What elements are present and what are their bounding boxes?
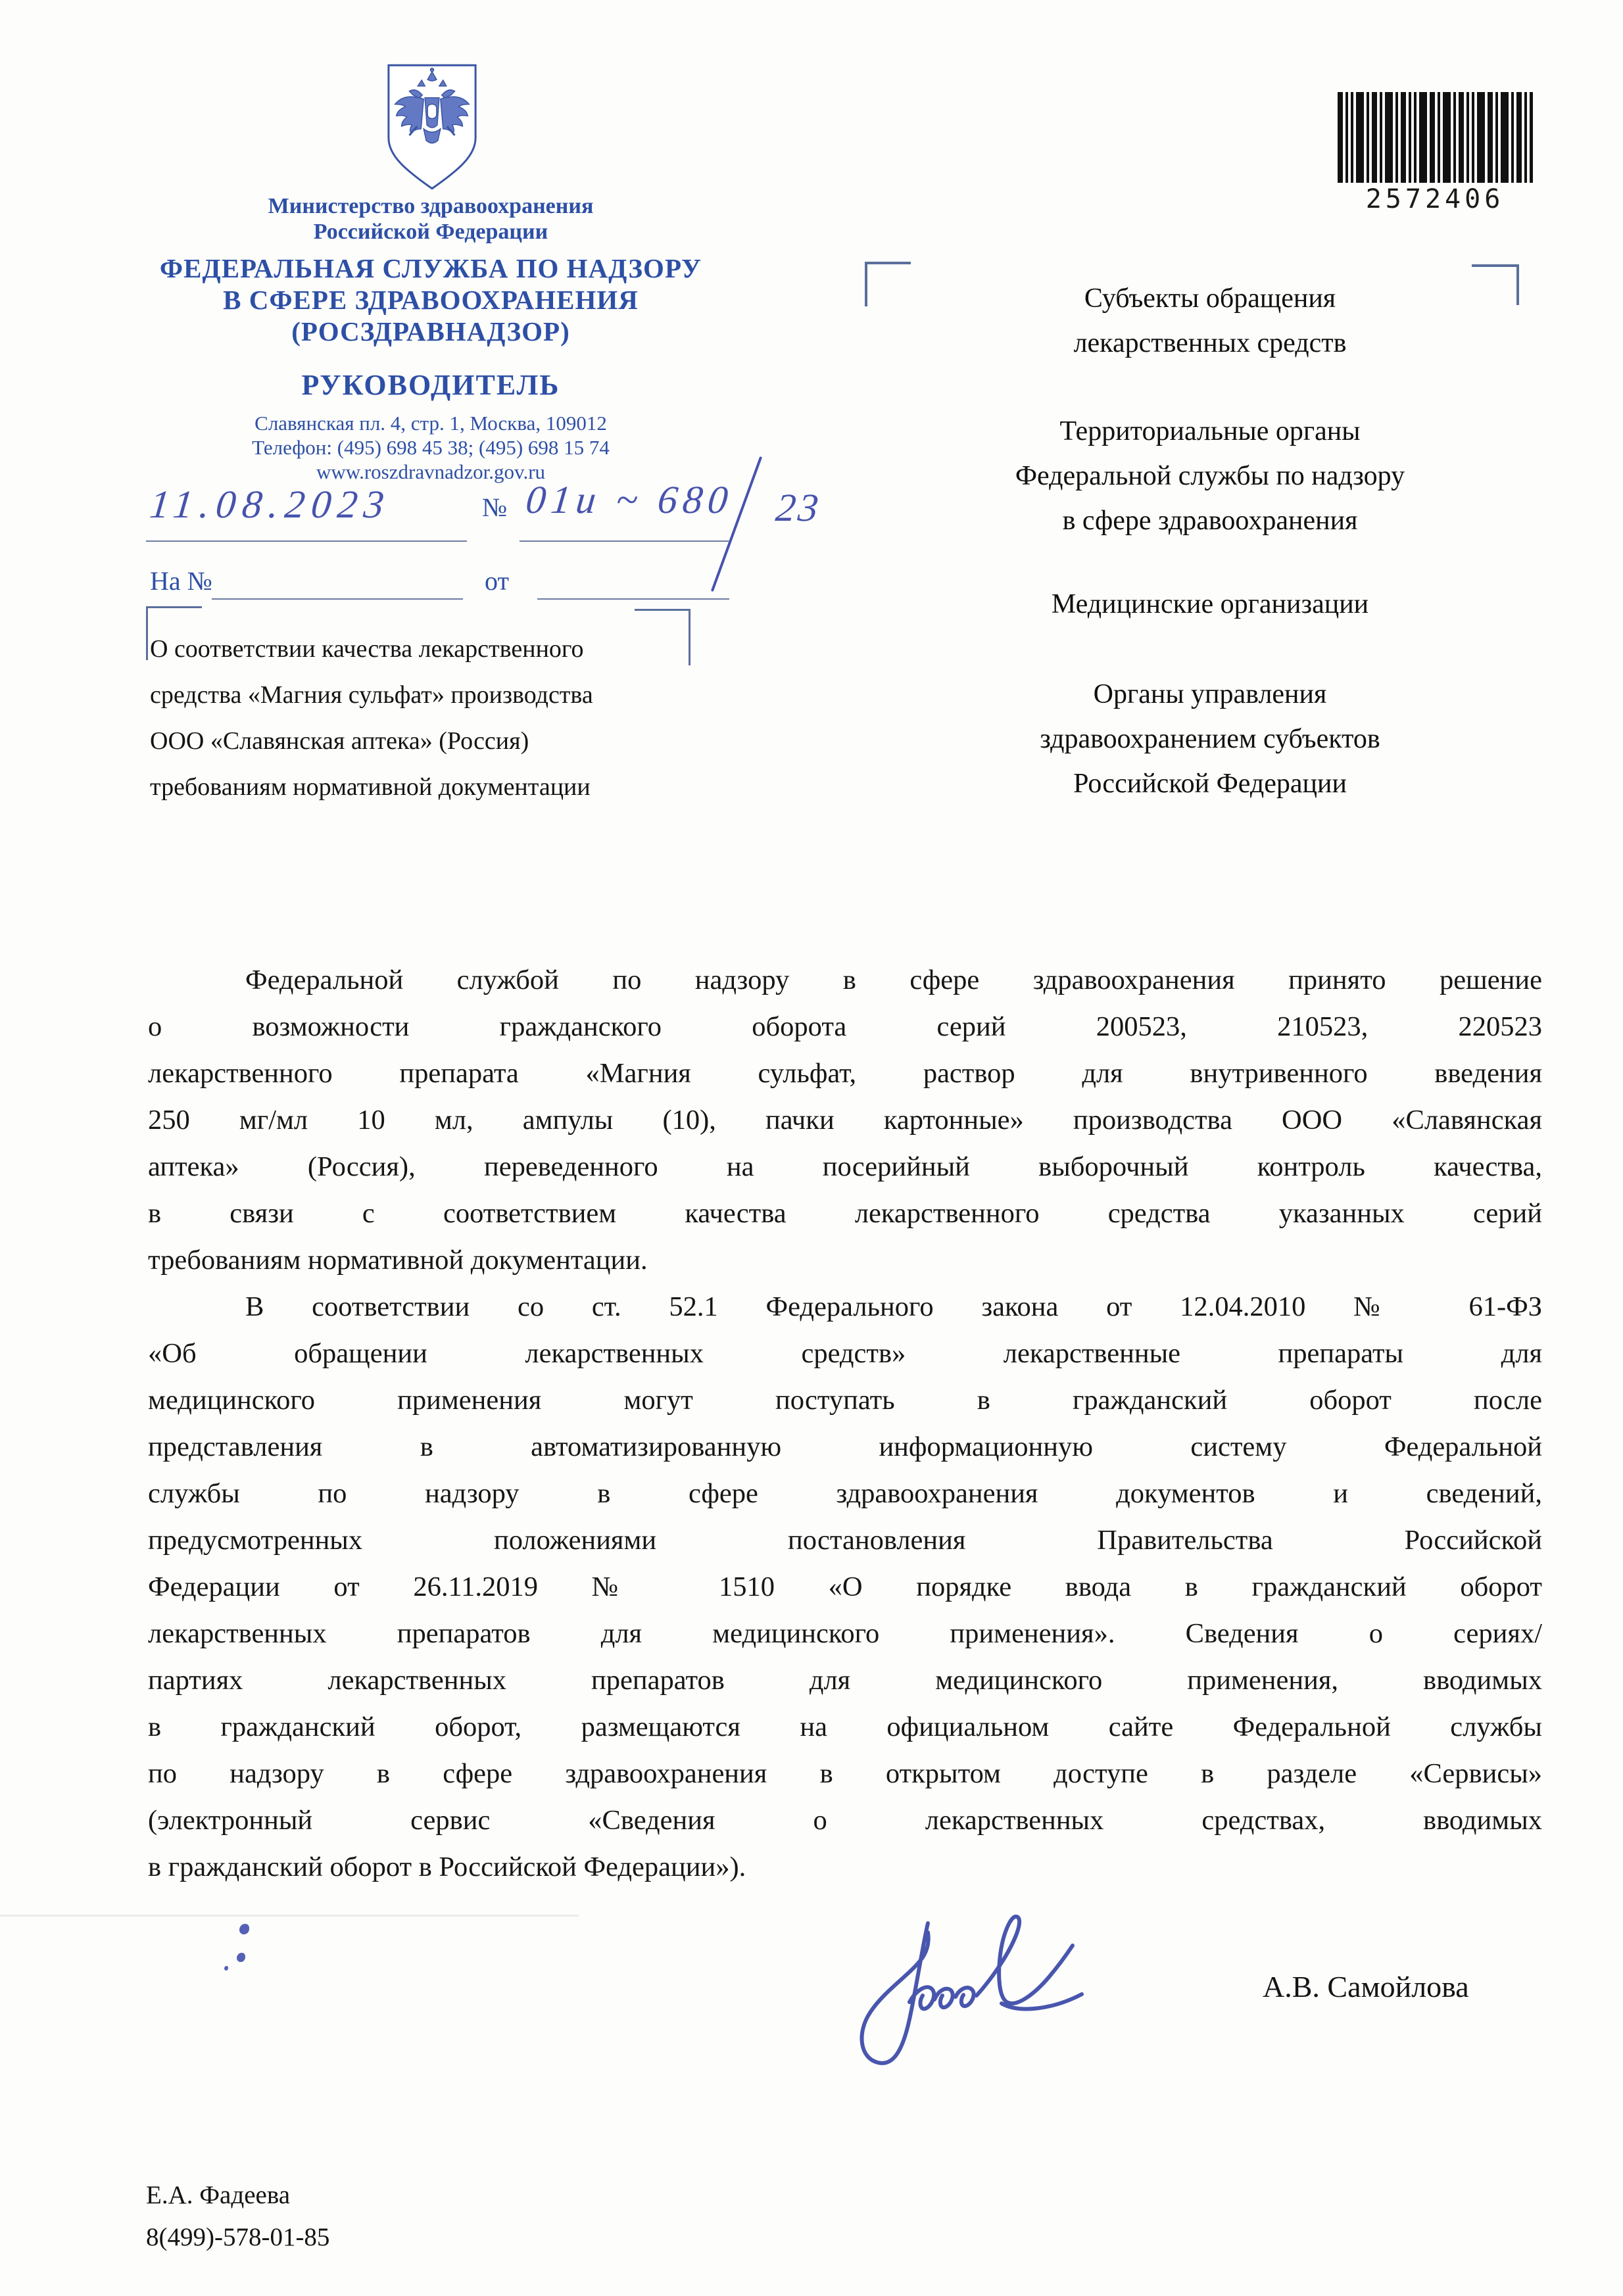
body-line: лекарственных препаратов для медицинского применения». Сведения о сериях/ [148, 1618, 1542, 1649]
letterhead [135, 0, 727, 483]
ministry-name-line2: Российской Федерации [313, 220, 548, 244]
recipient-line: Органы управления [1093, 679, 1327, 709]
recipient-line: Территориальные органы [1059, 416, 1361, 446]
body-line: в связи с соответствием качества лекарственного средства указанных серий [148, 1198, 1542, 1229]
recipient-line: Российской Федерации [1073, 769, 1347, 799]
reply-from-label: от [485, 566, 509, 596]
body-line: по надзору в сфере здравоохранения в открытом доступе в разделе «Сервисы» [148, 1758, 1542, 1789]
body-paragraph [148, 1283, 1542, 1890]
subject-line: средства «Магния сульфат» производства [150, 681, 593, 709]
ministry-name-line1: Министерство здравоохранения [268, 194, 594, 218]
recipient-bracket-top-right-h [1472, 264, 1519, 267]
executor-phone: 8(499)-578-01-85 [146, 2223, 330, 2251]
registration-number-handwritten: 01и ~ 680 [523, 478, 735, 521]
body-line: лекарственного препарата «Магния сульфат, раствор для внутривенного введения [148, 1058, 1542, 1089]
body-line: партиях лекарственных препаратов для медицинского применения, вводимых [148, 1665, 1542, 1696]
subject-bracket-top-left-h [146, 606, 202, 608]
position-title: РУКОВОДИТЕЛЬ [301, 369, 560, 401]
body-line: Федеральной службой по надзору в сфере здравоохранения принято решение [245, 965, 1542, 995]
recipient-group [875, 409, 1545, 543]
body-line: 250 мг/мл 10 мл, ампулы (10), пачки картонные» производства ООО «Славянская [148, 1105, 1542, 1136]
recipient-line: здравоохранением субъектов [1040, 724, 1380, 754]
ink-speck [237, 1953, 245, 1962]
body-line: в гражданский оборот, размещаются на официальном сайте Федеральной службы [148, 1711, 1542, 1742]
recipient-group [875, 672, 1545, 806]
registration-number-suffix-handwritten: 23 [773, 486, 823, 529]
body-line: «Об обращении лекарственных средств» лекарственные препараты для [148, 1338, 1542, 1369]
reply-number-label: На № [150, 566, 212, 596]
number-sign: № [482, 492, 508, 522]
phone-line: Телефон: (495) 698 45 38; (495) 698 15 74 [252, 436, 610, 459]
subject-line: требованиям нормативной документации [150, 773, 591, 801]
body-paragraph [148, 957, 1542, 1283]
executor-name: Е.А. Фадеева [146, 2181, 291, 2209]
service-name-line2: В СФЕРЕ ЗДРАВООХРАНЕНИЯ [223, 285, 639, 315]
recipient-line: Субъекты обращения [1084, 283, 1336, 314]
address-line: Славянская пл. 4, стр. 1, Москва, 109012 [254, 412, 607, 435]
subject-block [150, 626, 715, 810]
body-line: в гражданский оборот в Российской Федерации»). [148, 1852, 746, 1882]
body-line: Федерации от 26.11.2019 № 1510 «О порядке ввода в гражданский оборот [148, 1571, 1542, 1602]
body-line: службы по надзору в сфере здравоохранения документов и сведений, [148, 1478, 1542, 1509]
barcode-icon [1336, 92, 1534, 183]
body-line: медицинского применения могут поступать в гражданский оборот после [148, 1385, 1542, 1416]
recipient-bracket-top-left-h [865, 262, 911, 264]
recipient-group [875, 582, 1545, 627]
recipient-line: в сфере здравоохранения [1062, 506, 1358, 536]
subject-line: ООО «Славянская аптека» (Россия) [150, 727, 529, 755]
recipient-group [875, 276, 1545, 366]
body-line: представления в автоматизированную информационную систему Федеральной [148, 1431, 1542, 1462]
service-name-line1: ФЕДЕРАЛЬНАЯ СЛУЖБА ПО НАДЗОРУ [159, 253, 702, 283]
recipient-line: Федеральной службы по надзору [1015, 461, 1405, 491]
body-line: (электронный сервис «Сведения о лекарственных средствах, вводимых [148, 1805, 1542, 1836]
recipient-line: Медицинские организации [1051, 589, 1369, 619]
scan-artifact-line [0, 1915, 579, 1917]
recipient-line: лекарственных средств [1073, 328, 1347, 358]
date-underline [146, 540, 467, 542]
recipient-bracket-top-left-v [865, 262, 867, 306]
ink-speck [224, 1966, 228, 1971]
reply-date-underline [537, 598, 729, 600]
body-line: В соответствии со ст. 52.1 Федерального закона от 12.04.2010 № 61-ФЗ [245, 1291, 1542, 1322]
number-underline [520, 540, 729, 542]
ink-speck [239, 1924, 249, 1934]
barcode-number: 2572406 [1365, 184, 1505, 214]
reply-number-underline [212, 598, 463, 600]
body-line: о возможности гражданского оборота серий 200523, 210523, 220523 [148, 1011, 1542, 1042]
signature-image [832, 1890, 1141, 2081]
body-text [148, 957, 1542, 1890]
body-line: требованиям нормативной документации. [148, 1245, 648, 1276]
subject-bracket-top-left-v [146, 606, 148, 660]
registration-date-handwritten: 11.08.2023 [147, 483, 393, 526]
body-line: предусмотренных положениями постановления Правительства Российской [148, 1525, 1542, 1556]
service-name-line3: (РОСЗДРАВНАДЗОР) [291, 316, 570, 347]
subject-line: О соответствии качества лекарственного [150, 635, 584, 663]
signatory-name: А.В. Самойлова [1263, 1970, 1469, 2003]
body-line: аптека» (Россия), переведенного на посерийный выборочный контроль качества, [148, 1151, 1542, 1182]
website-line: www.roszdravnadzor.gov.ru [316, 460, 546, 483]
subject-bracket-top-right-h [635, 609, 690, 611]
